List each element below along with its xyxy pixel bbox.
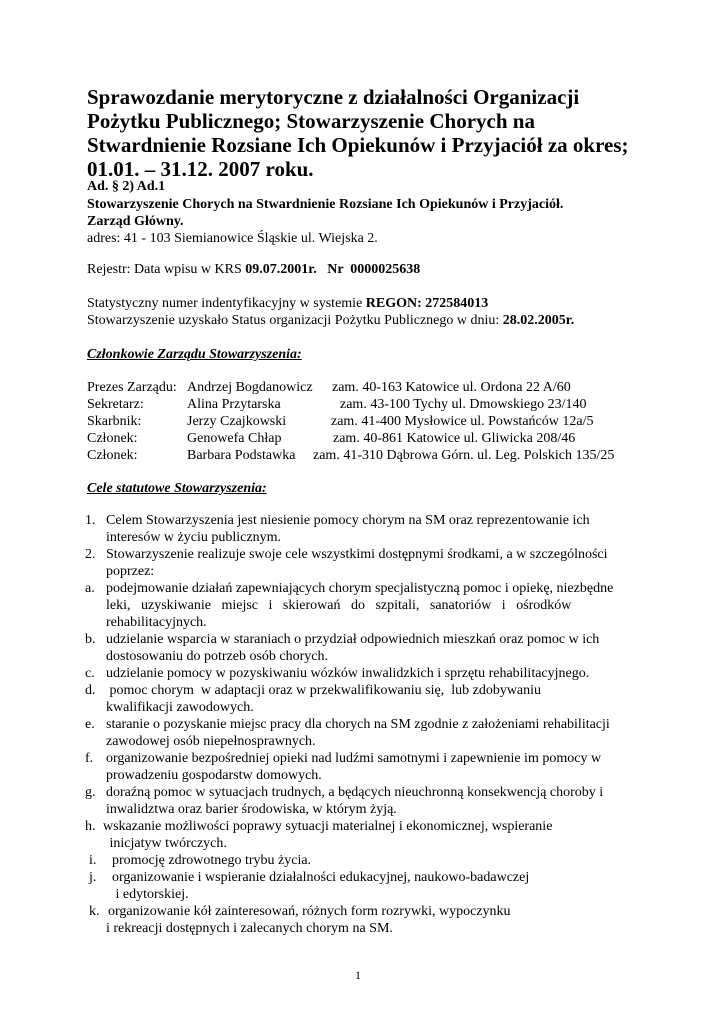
goal-line: interesów w życiu publicznym. xyxy=(106,530,281,545)
goal-marker: g. xyxy=(85,785,96,800)
goal-line: promocję zdrowotnego trybu życia. xyxy=(112,853,312,868)
goal-line: wskazanie możliwości poprawy sytuacji materialnej i ekonomicznej, wspieranie xyxy=(103,819,553,834)
board-label: Zarząd Główny. xyxy=(87,214,184,229)
goal-line: organizowanie kół zainteresowań, różnych form rozrywki, wypoczynku xyxy=(108,904,511,919)
goal-marker: 1. xyxy=(85,513,96,528)
member-address: zam. 43-100 Tychy ul. Dmowskiego 23/140 xyxy=(340,397,587,412)
goal-marker: h. xyxy=(85,819,96,834)
goal-marker: j. xyxy=(89,870,97,885)
member-address: zam. 40-861 Katowice ul. Gliwicka 208/46 xyxy=(333,431,576,446)
registry-number: Nr 0000025638 xyxy=(316,262,421,277)
goals-heading: Cele statutowe Stowarzyszenia: xyxy=(87,481,267,496)
goal-marker: e. xyxy=(85,717,95,732)
member-role: Sekretarz: xyxy=(87,397,144,412)
status-prefix: Stowarzyszenie uzyskało Status organizacji Pożytku Publicznego w dniu: xyxy=(87,313,503,328)
goal-line: inicjatyw twórczych. xyxy=(106,836,227,851)
members-heading: Członkowie Zarządu Stowarzyszenia: xyxy=(87,347,302,362)
goal-marker: f. xyxy=(85,751,94,766)
registry-line xyxy=(87,261,647,278)
section-reference: Ad. § 2) Ad.1 xyxy=(87,179,166,194)
goal-marker: 2. xyxy=(85,547,96,562)
goal-line: i rekreacji dostępnych i zalecanych chorym na SM. xyxy=(106,921,393,936)
report-title: Sprawozdanie merytoryczne z działalności Organizacji Pożytku Publicznego; Stowarzyszenie Chorych na Stwardnienie Rozsiane Ich Opiekunów i Przyjaciół za okres; 01.01. – 31.12. 2007 roku. xyxy=(87,85,629,181)
member-role: Członek: xyxy=(87,431,138,446)
goal-marker: b. xyxy=(85,632,96,647)
member-role: Skarbnik: xyxy=(87,414,142,429)
member-address: zam. 41-400 Mysłowice ul. Powstańców 12a/5 xyxy=(331,414,594,429)
goal-line: zawodowej osób niepełnosprawnych. xyxy=(106,734,316,749)
registry-prefix: Rejestr: Data wpisu w KRS xyxy=(87,262,246,277)
organization-name: Stowarzyszenie Chorych na Stwardnienie Rozsiane Ich Opiekunów i Przyjaciół. xyxy=(87,197,564,212)
member-address: zam. 41-310 Dąbrowa Górn. ul. Leg. Polskich 135/25 xyxy=(313,448,615,463)
goal-line: i edytorskiej. xyxy=(112,887,189,902)
members-list xyxy=(87,379,647,464)
goal-line: udzielanie pomocy w pozyskiwaniu wózków inwalidzkich i sprzętu rehabilitacyjnego. xyxy=(106,666,590,681)
member-address: zam. 40-163 Katowice ul. Ordona 22 A/60 xyxy=(332,380,571,395)
goal-marker: d. xyxy=(85,683,96,698)
goal-line: udzielanie wsparcia w staraniach o przydział odpowiednich mieszkań oraz pomoc w ich xyxy=(106,632,600,647)
goal-marker: c. xyxy=(85,666,95,681)
goal-line: doraźną pomoc w sytuacjach trudnych, a będących nieuchronną konsekwencją choroby i xyxy=(106,785,604,800)
goal-line: inwalidztwa oraz barier środowiska, w którym żyją. xyxy=(106,802,397,817)
goal-line: staranie o pozyskanie miejsc pracy dla chorych na SM zgodnie z założeniami rehabilitacji xyxy=(106,717,610,732)
goal-line: poprzez: xyxy=(106,564,155,579)
member-name: Alina Przytarska xyxy=(187,397,281,412)
member-role: Prezes Zarządu: xyxy=(87,380,177,395)
organization-block xyxy=(87,178,647,247)
goal-line: leki, uzyskiwanie miejsc i skierowań do szpitali, sanatoriów i ośrodków xyxy=(106,598,572,613)
member-name: Jerzy Czajkowski xyxy=(187,414,287,429)
registry-date: 09.07.2001r. xyxy=(245,262,317,277)
goal-line: podejmowanie działań zapewniających chorym specjalistyczną pomoc i opiekę, niezbędne xyxy=(106,581,614,596)
status-line xyxy=(87,312,647,329)
goal-line: kwalifikacji zawodowych. xyxy=(106,700,254,715)
goal-line: Stowarzyszenie realizuje swoje cele wszystkimi dostępnymi środkami, a w szczególności xyxy=(106,547,608,562)
regon-line xyxy=(87,295,647,312)
goal-marker: i. xyxy=(89,853,97,868)
goal-line: organizowanie bezpośredniej opieki nad ludźmi samotnymi i zapewnienie im pomocy w xyxy=(106,751,602,766)
goal-line: prowadzeniu gospodarstw domowych. xyxy=(106,768,322,783)
goal-marker: a. xyxy=(85,581,95,596)
regon-prefix: Statystyczny numer indentyfikacyjny w systemie xyxy=(87,296,366,311)
regon-value: REGON: 272584013 xyxy=(365,296,489,311)
page-number: 1 xyxy=(355,968,361,982)
goal-marker: k. xyxy=(89,904,100,919)
member-name: Barbara Podstawka xyxy=(187,448,296,463)
member-role: Członek: xyxy=(87,448,138,463)
goal-line: Celem Stowarzyszenia jest niesienie pomocy chorym na SM oraz reprezentowanie ich xyxy=(106,513,590,528)
goal-line: organizowanie i wspieranie działalności edukacyjnej, naukowo-badawczej xyxy=(112,870,530,885)
status-date: 28.02.2005r. xyxy=(502,313,575,328)
organization-address: adres: 41 - 103 Siemianowice Śląskie ul. Wiejska 2. xyxy=(87,231,378,246)
goal-line: pomoc chorym w adaptacji oraz w przekwalifikowaniu się, lub zdobywaniu xyxy=(106,683,542,698)
goal-line: rehabilitacyjnych. xyxy=(106,615,207,630)
member-name: Andrzej Bogdanowicz xyxy=(187,380,313,395)
goal-line: dostosowaniu do potrzeb osób chorych. xyxy=(106,649,329,664)
member-name: Genowefa Chłap xyxy=(187,431,282,446)
